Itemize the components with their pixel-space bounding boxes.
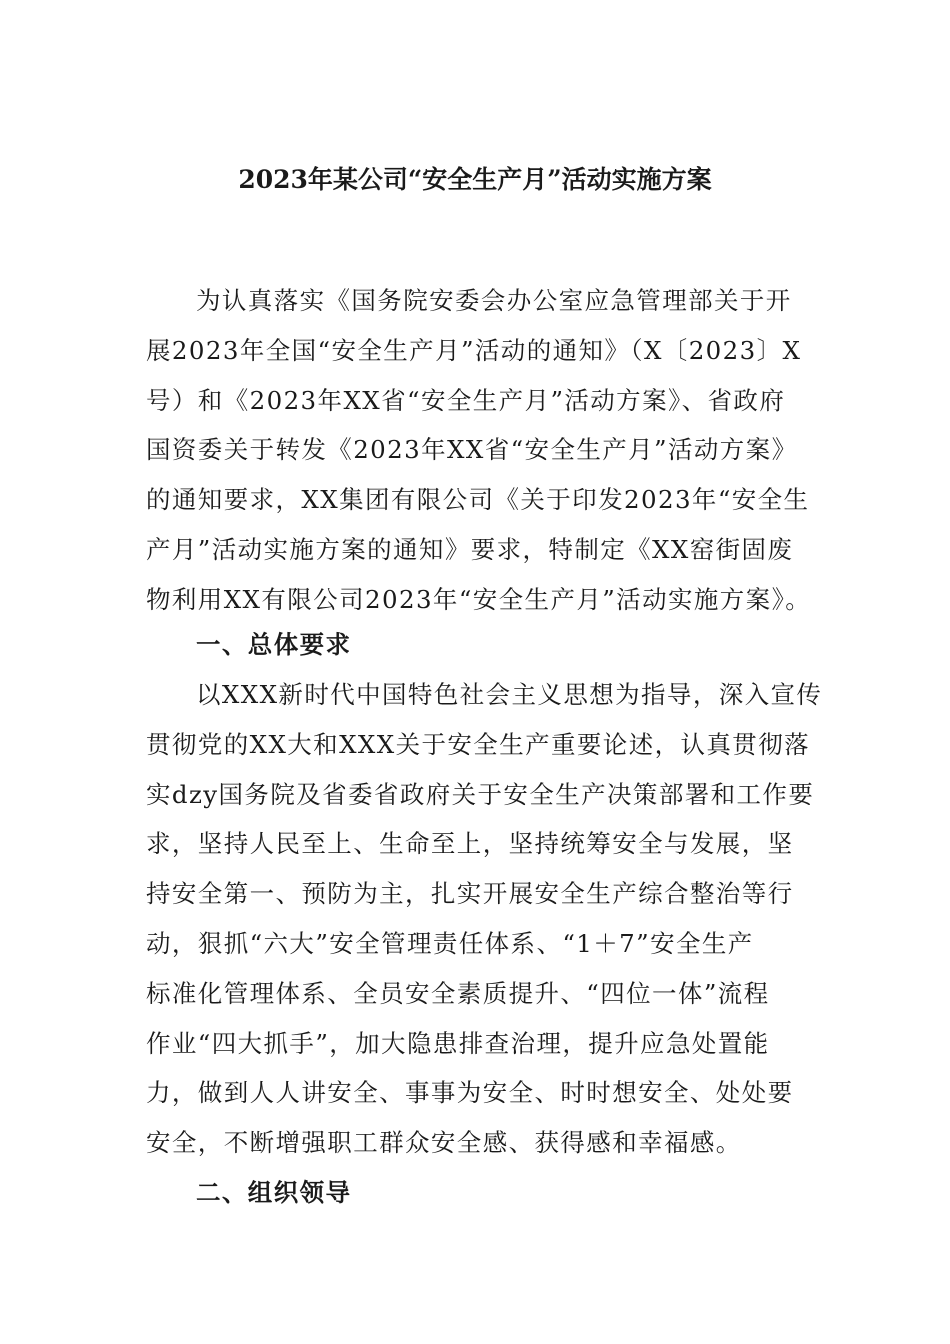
section-heading-text: 二、组织领导 bbox=[196, 1178, 352, 1207]
document-title: 2023年某公司“安全生产月”活动实施方案 bbox=[238, 165, 712, 194]
text-line: 物利用XX有限公司2023年“安全生产月”活动实施方案》。 bbox=[146, 584, 812, 614]
overall-requirements-paragraph bbox=[146, 670, 836, 1168]
text-line: 号）和《2023年XX省“安全生产月”活动方案》、省政府 bbox=[146, 385, 786, 415]
text-line: 标准化管理体系、全员安全素质提升、“四位一体”流程 bbox=[146, 978, 770, 1008]
section-heading-text: 一、总体要求 bbox=[196, 630, 352, 659]
text-line: 以XXX新时代中国特色社会主义思想为指导，深入宣传 bbox=[196, 680, 823, 709]
text-line: 展2023年全国“安全生产月”活动的通知》（X〔2023〕X bbox=[146, 335, 802, 365]
section-heading-overall-requirements bbox=[146, 620, 836, 670]
text-line: 作业“四大抓手”，加大隐患排查治理，提升应急处置能 bbox=[146, 1028, 770, 1058]
section-heading-organization-leadership bbox=[146, 1168, 836, 1218]
text-line: 产月”活动实施方案的通知》要求，特制定《XX窑街固废 bbox=[146, 534, 794, 564]
text-line: 实dzy国务院及省委省政府关于安全生产决策部署和工作要 bbox=[146, 779, 815, 809]
text-line: 动，狠抓“六大”安全管理责任体系、“1＋7”安全生产 bbox=[146, 928, 754, 958]
text-line: 的通知要求，XX集团有限公司《关于印发2023年“安全生 bbox=[146, 485, 810, 515]
text-line: 贯彻党的XX大和XXX关于安全生产重要论述，认真贯彻落 bbox=[146, 729, 811, 759]
text-line: 为认真落实《国务院安委会办公室应急管理部关于开 bbox=[196, 286, 792, 315]
text-line: 求，坚持人民至上、生命至上，坚持统筹安全与发展，坚 bbox=[146, 829, 794, 859]
text-line: 持安全第一、预防为主，扎实开展安全生产综合整治等行 bbox=[146, 879, 794, 909]
intro-paragraph bbox=[146, 276, 836, 625]
text-line: 安全，不断增强职工群众安全感、获得感和幸福感。 bbox=[146, 1128, 742, 1158]
text-line: 国资委关于转发《2023年XX省“安全生产月”活动方案》 bbox=[146, 435, 798, 465]
text-line: 力，做到人人讲安全、事事为安全、时时想安全、处处要 bbox=[146, 1078, 794, 1108]
